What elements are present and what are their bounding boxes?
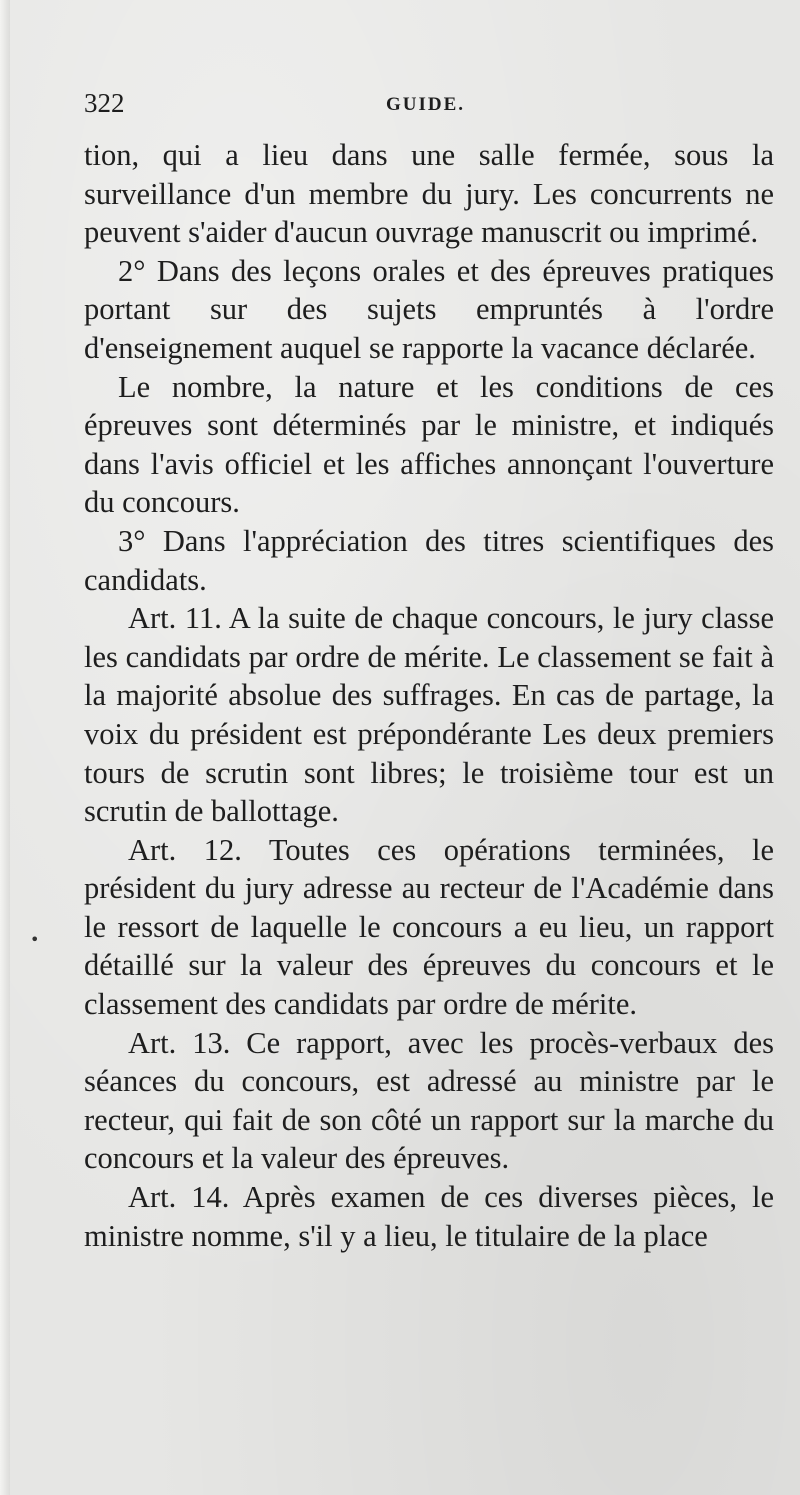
margin-mark: • [30,930,40,949]
paragraph-item-2: 2° Dans des leçons orales et des épreuves pratiques portant sur des sujets empruntés à l'ordre d'enseignement auquel se rapporte la vacance déclarée. [84,253,774,365]
body-text [84,136,774,1255]
paragraph-art-14: Art. 14. Après examen de ces diverses pièces, le ministre nomme, s'il y a lieu, le titulaire de la place [84,1180,774,1253]
page-number: 322 [84,88,125,118]
paragraph-epreuves: Le nombre, la nature et les conditions de ces épreuves sont déterminés par le ministre, et indiqués dans l'avis officiel et les affiches annonçant l'ouverture du concours. [84,369,774,520]
paragraph-continuation: tion, qui a lieu dans une salle fermée, sous la surveillance d'un membre du jury. Les concurrents ne peuvent s'aider d'aucun ouvrage manuscrit ou imprimé. [84,138,774,250]
paragraph-art-13: Art. 13. Ce rapport, avec les procès-verbaux des séances du concours, est adressé au ministre par le recteur, qui fait de son côté un rapport sur la marche du concours et la valeur des épreuves. [84,1025,774,1176]
paragraph-art-12: Art. 12. Toutes ces opérations terminées, le président du jury adresse au recteur de l'Académie dans le ressort de laquelle le concours a eu lieu, un rapport détaillé sur la valeur des épreuves du concours et le classement des candidats par ordre de mérite. [84,832,774,1022]
page-edge [0,0,10,1495]
paragraph-art-11: Art. 11. A la suite de chaque concours, le jury classe les candidats par ordre de mérite. Le classement se fait à la majorité absolue des suffrages. En cas de partage, la voix du président est prépondérante Les deux premiers tours de scrutin sont libres; le troisième tour est un scrutin de ballottage. [84,601,774,829]
running-head [84,88,774,128]
running-title: GUIDE. [386,94,466,115]
paragraph-item-3: 3° Dans l'appréciation des titres scientifiques des candidats. [84,523,774,597]
